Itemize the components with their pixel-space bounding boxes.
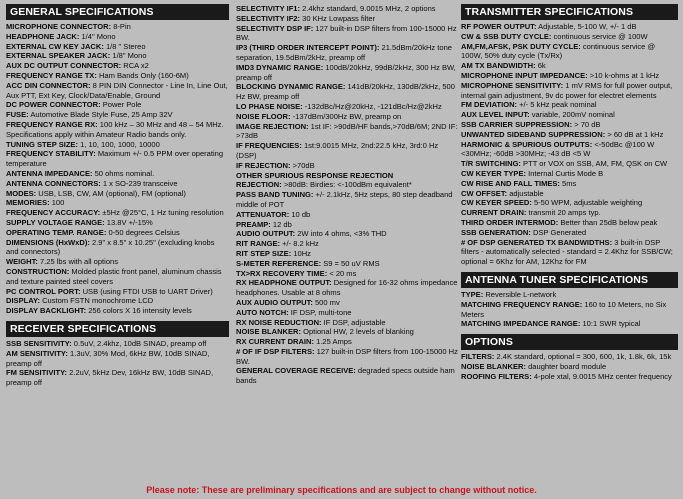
- spec-label: GENERAL COVERAGE RECEIVE:: [236, 366, 356, 376]
- spec-value: 0-50 degrees Celsius: [106, 227, 180, 237]
- spec-value: >70dB: [290, 160, 315, 170]
- spec-value: 1st IF: >90dB/HF bands,>70dB/6M; 2ND IF: >73dB: [236, 121, 458, 141]
- spec-value: 10:1 SWR typical: [580, 319, 641, 329]
- spec-value: Automotive Blade Style Fuse, 25 Amp 32V: [28, 110, 173, 120]
- spec-value: < 20 ms: [327, 268, 357, 278]
- spec-label: RX NOISE REDUCTION:: [236, 317, 322, 327]
- spec-label: IF FREQUENCIES:: [236, 141, 302, 151]
- spec-value: 1 mV RMS for full power output, internal gain adjustment, 9v dc power for electret elements: [461, 80, 673, 100]
- spec-label: TYPE:: [461, 289, 484, 299]
- spec-item: [461, 61, 678, 71]
- spec-value: Optional HW, 2 levels of blanking: [301, 327, 414, 337]
- spec-label: PC CONTROL PORT:: [6, 286, 81, 296]
- spec-label: THIRD ORDER INTERMOD:: [461, 217, 559, 227]
- spec-value: ±5Hz @25°C, 1 Hz tuning resolution: [100, 208, 224, 218]
- spec-value: 256 colors X 16 intensity levels: [86, 306, 192, 316]
- spec-value: 100: [49, 198, 65, 208]
- spec-item: [461, 208, 678, 218]
- spec-item: [461, 352, 678, 362]
- spec-value: variable, 200mV nominal: [529, 110, 615, 120]
- receiver-specs-list: [6, 339, 229, 388]
- spec-item: [236, 318, 458, 328]
- spec-label: FILTERS:: [461, 352, 495, 362]
- spec-label: AUX AUDIO OUTPUT:: [236, 297, 313, 307]
- spec-label: SELECTIVITY DSP IF:: [236, 23, 314, 33]
- spec-item: [236, 82, 458, 102]
- spec-value: 1st:9.0015 MHz, 2nd:22.5 kHz, 3rd:0 Hz (DSP): [236, 141, 439, 160]
- spec-item: [6, 296, 229, 306]
- spec-value: Maximum +/- 0.5 PPM over operating temperature: [6, 149, 224, 169]
- spec-item: [461, 300, 678, 320]
- spec-value: degraded specs outside ham bands: [236, 366, 455, 386]
- spec-item: [236, 171, 458, 181]
- spec-item: [461, 228, 678, 238]
- spec-label: BLOCKING DYNAMIC RANGE:: [236, 82, 346, 92]
- spec-item: [6, 218, 229, 228]
- spec-label: DC POWER CONNECTOR:: [6, 100, 101, 110]
- spec-label: LO PHASE NOISE:: [236, 101, 303, 111]
- spec-item: [461, 198, 678, 208]
- spec-label: FUSE:: [6, 110, 29, 120]
- spec-value: 160 to 10 Meters, no Six Meters: [461, 299, 667, 319]
- spec-label: CONSTRUCTION:: [6, 266, 70, 276]
- spec-value: Ham Bands Only (160-6M): [96, 70, 189, 80]
- spec-item: [236, 43, 458, 63]
- spec-value: IF DSP, multi-tone: [288, 307, 352, 317]
- spec-label: TUNING STEP SIZE:: [6, 139, 78, 149]
- spec-label: ANTENNA IMPEDANCE:: [6, 168, 93, 178]
- general-specs-header: GENERAL SPECIFICATIONS: [6, 4, 229, 20]
- spec-label: PREAMP:: [236, 219, 271, 229]
- spec-label: SSB SENSITIVITY:: [6, 338, 72, 348]
- spec-value: 1.3uV, 30% Mod, 6kHz BW, 10dB SINAD, preamp off: [6, 348, 210, 368]
- spec-label: EXTERNAL SPEAKER JACK:: [6, 51, 111, 61]
- spec-item: [6, 71, 229, 81]
- spec-label: MATCHING FREQUENCY RANGE:: [461, 299, 583, 309]
- spec-value: PTT or VOX on SSB, AM, FM, QSK on CW: [520, 159, 668, 169]
- spec-label: FREQUENCY RANGE TX:: [6, 70, 97, 80]
- spec-item: [236, 180, 458, 190]
- spec-label: UNWANTED SIDEBAND SUPPRESSION:: [461, 129, 606, 139]
- spec-label: AUDIO OUTPUT:: [236, 229, 296, 239]
- spec-item: [461, 120, 678, 130]
- spec-value: >80dB: Birdies: <-100dBm equivalent*: [281, 180, 412, 190]
- column-right: [461, 4, 678, 382]
- spec-item: [6, 368, 229, 388]
- column-left: [6, 4, 229, 388]
- options-header: OPTIONS: [461, 334, 678, 350]
- spec-item: [6, 140, 229, 150]
- spec-value: 4-pole xtal, 9.0015 MHz center frequency: [531, 371, 672, 381]
- spec-item: [236, 278, 458, 298]
- spec-value: 5-50 WPM, adjustable weighting: [531, 198, 643, 208]
- spec-value: 0.5uV, 2.4khz, 10dB SINAD, preamp off: [71, 338, 207, 348]
- spec-item: [6, 179, 229, 189]
- spec-item: [461, 100, 678, 110]
- spec-label: TX>RX RECOVERY TIME:: [236, 268, 328, 278]
- spec-value: 3 built-in DSP filters - automatically selected - standard = 2.4Khz for SSB/CW; optional = 6Khz for AM, 12Khz for FM: [461, 237, 673, 267]
- spec-value: 1/4" Mono: [79, 31, 116, 41]
- spec-label: IMAGE REJECTION:: [236, 121, 309, 131]
- spec-label: AM,FM,AFSK, PSK DUTY CYCLE:: [461, 41, 581, 51]
- spec-value: 2.4khz standard, 9.0015 MHz, 2 options: [300, 4, 436, 13]
- spec-item: [236, 366, 458, 386]
- spec-value: <-50dBc @100 W <30MHz; -60dB >30MHz; -43 dB <5 W: [461, 139, 655, 159]
- options-list: [461, 352, 678, 381]
- spec-value: Designed for 16-32 ohms impedance headphones. Usable at 8 ohms: [236, 278, 458, 298]
- spec-label: SELECTIVITY IF2:: [236, 13, 301, 23]
- selectivity-specs-list: [236, 4, 458, 386]
- spec-item: [236, 220, 458, 230]
- spec-value: 100dB/20kHz, 99dB/2kHz, 300 Hz BW, preamp off: [236, 62, 456, 82]
- spec-item: [461, 238, 678, 267]
- spec-value: USB (using FTDI USB to UART Driver): [80, 286, 213, 296]
- spec-label: REJECTION:: [236, 180, 282, 190]
- spec-item: [461, 189, 678, 199]
- spec-label: IP3 (THIRD ORDER INTERCEPT POINT):: [236, 43, 380, 53]
- spec-label: MATCHING IMPEDANCE RANGE:: [461, 319, 581, 329]
- receiver-specs-header: RECEIVER SPECIFICATIONS: [6, 321, 229, 337]
- spec-item: [236, 112, 458, 122]
- spec-item: [461, 42, 678, 62]
- spec-value: +/- 2.1kHz, 5Hz steps, 80 step deadband middle of POT: [236, 190, 453, 209]
- spec-value: continuous service @ 100W, 50% duty cycle (Tx/Rx): [461, 41, 656, 61]
- spec-value: DSP Generated: [530, 227, 587, 237]
- spec-label: FM SENSITIVITY:: [6, 368, 68, 378]
- spec-item: [236, 259, 458, 269]
- spec-item: [6, 189, 229, 199]
- spec-item: [6, 81, 229, 101]
- spec-item: [6, 32, 229, 42]
- spec-label: # OF DSP GENERATED TX BANDWIDTHS:: [461, 237, 613, 247]
- spec-item: [6, 22, 229, 32]
- spec-value: 2.4K standard, optional = 300, 600, 1k, 1.8k, 6k, 15k: [494, 352, 672, 362]
- spec-item: [236, 239, 458, 249]
- spec-label: AUX LEVEL INPUT:: [461, 110, 530, 120]
- spec-label: NOISE FLOOR:: [236, 111, 291, 121]
- spec-value: 7.25 lbs with all options: [37, 257, 119, 267]
- spec-label: # OF IF DSP FILTERS:: [236, 346, 315, 356]
- spec-item: [461, 81, 678, 101]
- spec-value: 8 PIN DIN Connector - Line In, Line Out, Aux PTT, Ext Key, Clock/Data/Enable, Ground: [6, 80, 228, 100]
- spec-label: DISPLAY BACKLIGHT:: [6, 306, 87, 316]
- spec-label: FREQUENCY STABILITY:: [6, 149, 96, 159]
- spec-item: [6, 306, 229, 316]
- spec-label: ACC DIN CONNECTOR:: [6, 80, 91, 90]
- spec-label: MODES:: [6, 188, 37, 198]
- spec-item: [236, 298, 458, 308]
- spec-label: MEMORIES:: [6, 198, 50, 208]
- spec-item: [461, 362, 678, 372]
- spec-value: 21.5dBm/20kHz tone separation, 19.5dBm/2kHz, preamp off: [236, 43, 452, 62]
- spec-value: 141dB/20kHz, 130dB/2kHz, 500 Hz BW, preamp off: [236, 82, 455, 102]
- spec-item: [461, 71, 678, 81]
- spec-value: 1.25 Amps: [313, 337, 352, 347]
- spec-label: MICROPHONE CONNECTOR:: [6, 22, 112, 31]
- spec-item: [6, 257, 229, 267]
- spec-value: S9 = 50 uV RMS: [321, 258, 380, 268]
- spec-label: FM DEVIATION:: [461, 100, 518, 110]
- spec-item: [461, 159, 678, 169]
- spec-label: IF REJECTION:: [236, 160, 291, 170]
- spec-item: [6, 42, 229, 52]
- spec-item: [236, 269, 458, 279]
- spec-item: [236, 141, 458, 161]
- spec-value: 6k: [535, 61, 546, 71]
- spec-value: 127 built-in DSP filters from 100-15000 Hz BW.: [236, 346, 458, 366]
- spec-item: [236, 63, 458, 83]
- spec-item: [6, 149, 229, 169]
- spec-item: [236, 14, 458, 24]
- spec-item: [461, 179, 678, 189]
- spec-value: Power Pole: [100, 100, 142, 110]
- spec-label: MICROPHONE SENSITIVITY:: [461, 80, 564, 90]
- spec-item: [6, 228, 229, 238]
- spec-value: 1, 10, 100, 1000, 10000: [77, 139, 160, 149]
- spec-value: Internal Curtis Mode B: [526, 168, 604, 178]
- spec-item: [236, 161, 458, 171]
- spec-item: [461, 319, 678, 329]
- spec-item: [6, 238, 229, 258]
- spec-label: CW KEYER SPEED:: [461, 198, 532, 208]
- spec-value: 1/8 " Stereo: [103, 41, 146, 51]
- spec-label: PASS BAND TUNING:: [236, 190, 314, 200]
- spec-item: [6, 267, 229, 287]
- spec-label: EXTERNAL CW KEY JACK:: [6, 41, 104, 51]
- spec-value: IF DSP, adjustable: [321, 317, 386, 327]
- spec-value: 1/8" Mono: [110, 51, 147, 61]
- spec-value: -132dBc/Hz@20kHz, -121dBc/Hz@2kHz: [302, 101, 442, 111]
- spec-value: 30 KHz Lowpass filter: [300, 13, 376, 23]
- spec-value: Better than 25dB below peak: [558, 217, 658, 227]
- spec-item: [6, 100, 229, 110]
- spec-item: [6, 61, 229, 71]
- spec-item: [6, 349, 229, 369]
- spec-value: -137dBm/300Hz BW, preamp on: [290, 111, 402, 121]
- column-middle: [236, 4, 458, 386]
- spec-value: +/- 8.2 kHz: [280, 239, 319, 249]
- spec-label: SELECTIVITY IF1:: [236, 4, 301, 13]
- spec-label: FREQUENCY ACCURACY:: [6, 208, 101, 218]
- spec-label: RIT RANGE:: [236, 239, 281, 249]
- transmitter-specs-list: [461, 22, 678, 267]
- spec-label: CW KEYER TYPE:: [461, 168, 526, 178]
- spec-item: [461, 110, 678, 120]
- spec-item: [236, 337, 458, 347]
- spec-value: 1 x SO-239 transceive: [100, 178, 178, 188]
- spec-value: Adjustable, 5-100 W, +/- 1 dB: [536, 22, 637, 31]
- spec-label: T/R SWITCHING:: [461, 159, 521, 169]
- spec-item: [461, 22, 678, 32]
- spec-label: AUTO NOTCH:: [236, 307, 289, 317]
- spec-value: Reversible L-network: [483, 289, 557, 299]
- spec-item: [6, 287, 229, 297]
- spec-label: AUX DC OUTPUT CONNECTOR:: [6, 61, 122, 71]
- spec-label: CW RISE AND FALL TIMES:: [461, 178, 560, 188]
- spec-value: > 70 dB: [572, 119, 601, 129]
- spec-item: [236, 229, 458, 239]
- spec-value: 100 kHz – 30 MHz and 48 – 54 MHz. Specifications apply within Amateur Radio bands only.: [6, 119, 224, 139]
- spec-label: SSB CARRIER SUPPRESSION:: [461, 119, 573, 129]
- transmitter-specs-header: TRANSMITTER SPECIFICATIONS: [461, 4, 678, 20]
- spec-label: CW OFFSET:: [461, 188, 508, 198]
- spec-item: [236, 4, 458, 14]
- footer-note: Please note: These are preliminary specifications and are subject to change without notice.: [146, 485, 537, 495]
- spec-label: IMD3 DYNAMIC RANGE:: [236, 62, 324, 72]
- spec-value: 8-Pin: [111, 22, 131, 31]
- spec-item: [6, 120, 229, 140]
- spec-value: transmit 20 amps typ.: [526, 208, 601, 218]
- spec-item: [6, 208, 229, 218]
- spec-label: ANTENNA CONNECTORS:: [6, 178, 101, 188]
- spec-item: [236, 249, 458, 259]
- spec-label: ROOFING FILTERS:: [461, 371, 532, 381]
- spec-value: RCA x2: [121, 61, 149, 71]
- spec-item: [461, 140, 678, 160]
- spec-item: [461, 218, 678, 228]
- spec-label: RX HEADPHONE OUTPUT:: [236, 278, 332, 288]
- spec-label: RF POWER OUTPUT:: [461, 22, 537, 31]
- spec-label: SUPPLY VOLTAGE RANGE:: [6, 217, 105, 227]
- spec-value: 2.9" x 8.5" x 10.25" (excluding knobs and connectors): [6, 237, 215, 257]
- spec-item: [461, 169, 678, 179]
- spec-label: S-METER REFERENCE:: [236, 258, 322, 268]
- spec-label: AM SENSITIVITY:: [6, 348, 68, 358]
- spec-label: HARMONIC & SPURIOUS OUTPUTS:: [461, 139, 593, 149]
- spec-value: USB, LSB, CW, AM (optional), FM (optional): [36, 188, 186, 198]
- spec-value: adjustable: [507, 188, 544, 198]
- spec-value: 2.2uV, 5kHz Dev, 16kHz BW, 10dB SINAD, preamp off: [6, 368, 214, 388]
- spec-label: RX CURRENT DRAIN:: [236, 337, 314, 347]
- spec-label: DIMENSIONS (HxWxD):: [6, 237, 90, 247]
- spec-value: 5ms: [559, 178, 577, 188]
- spec-value: 10Hz: [291, 248, 311, 258]
- spec-item: [236, 327, 458, 337]
- spec-item: [236, 102, 458, 112]
- spec-label: HEADPHONE JACK:: [6, 31, 80, 41]
- spec-item: [236, 347, 458, 367]
- spec-item: [461, 290, 678, 300]
- spec-item: [6, 198, 229, 208]
- spec-item: [236, 24, 458, 44]
- spec-value: 12 db: [270, 219, 292, 229]
- spec-value: daughter board module: [526, 361, 607, 371]
- spec-item: [236, 122, 458, 142]
- spec-value: 500 mv: [312, 297, 340, 307]
- antenna-tuner-specs-header: ANTENNA TUNER SPECIFICATIONS: [461, 272, 678, 288]
- spec-value: 2W into 4 ohms, <3% THD: [295, 229, 387, 239]
- spec-label: OPERATING TEMP. RANGE:: [6, 227, 107, 237]
- spec-label: RIT STEP SIZE:: [236, 248, 292, 258]
- spec-item: [461, 372, 678, 382]
- spec-item: [6, 339, 229, 349]
- spec-item: [236, 190, 458, 210]
- spec-value: > 60 dB at 1 kHz: [605, 129, 664, 139]
- spec-value: Molded plastic front panel, aluminum chassis and texture painted steel covers: [6, 266, 222, 286]
- spec-item: [461, 32, 678, 42]
- spec-value: 50 ohms nominal.: [92, 168, 155, 178]
- spec-label: NOISE BLANKER:: [236, 327, 301, 337]
- spec-label: MICROPHONE INPUT IMPEDANCE:: [461, 70, 588, 80]
- spec-label: DISPLAY:: [6, 296, 40, 306]
- antenna-tuner-specs-list: [461, 290, 678, 329]
- spec-item: [6, 169, 229, 179]
- spec-item: [6, 51, 229, 61]
- spec-value: continuous service @ 100W: [551, 31, 648, 41]
- spec-label: OTHER SPURIOUS RESPONSE REJECTION: [236, 170, 394, 180]
- spec-label: ATTENUATOR:: [236, 209, 290, 219]
- spec-label: WEIGHT:: [6, 257, 38, 267]
- spec-item: [6, 110, 229, 120]
- spec-label: AM TX BANDWIDTH:: [461, 61, 536, 71]
- spec-label: CURRENT DRAIN:: [461, 208, 527, 218]
- spec-label: FREQUENCY RANGE RX:: [6, 119, 98, 129]
- spec-label: CW & SSB DUTY CYCLE:: [461, 31, 552, 41]
- spec-value: 127 built-in DSP filters from 100-15000 Hz BW.: [236, 23, 457, 43]
- spec-value: Custom FSTN monochrome LCD: [39, 296, 154, 306]
- spec-label: NOISE BLANKER:: [461, 361, 526, 371]
- spec-item: [236, 308, 458, 318]
- spec-value: +/- 5 kHz peak nominal: [517, 100, 597, 110]
- general-specs-list: [6, 22, 229, 316]
- spec-label: SSB GENERATION:: [461, 227, 531, 237]
- spec-item: [461, 130, 678, 140]
- spec-value: 13.8V +/-15%: [104, 217, 153, 227]
- spec-item: [236, 210, 458, 220]
- spec-value: 10 db: [289, 209, 311, 219]
- spec-value: >10 k-ohms at 1 kHz: [587, 70, 660, 80]
